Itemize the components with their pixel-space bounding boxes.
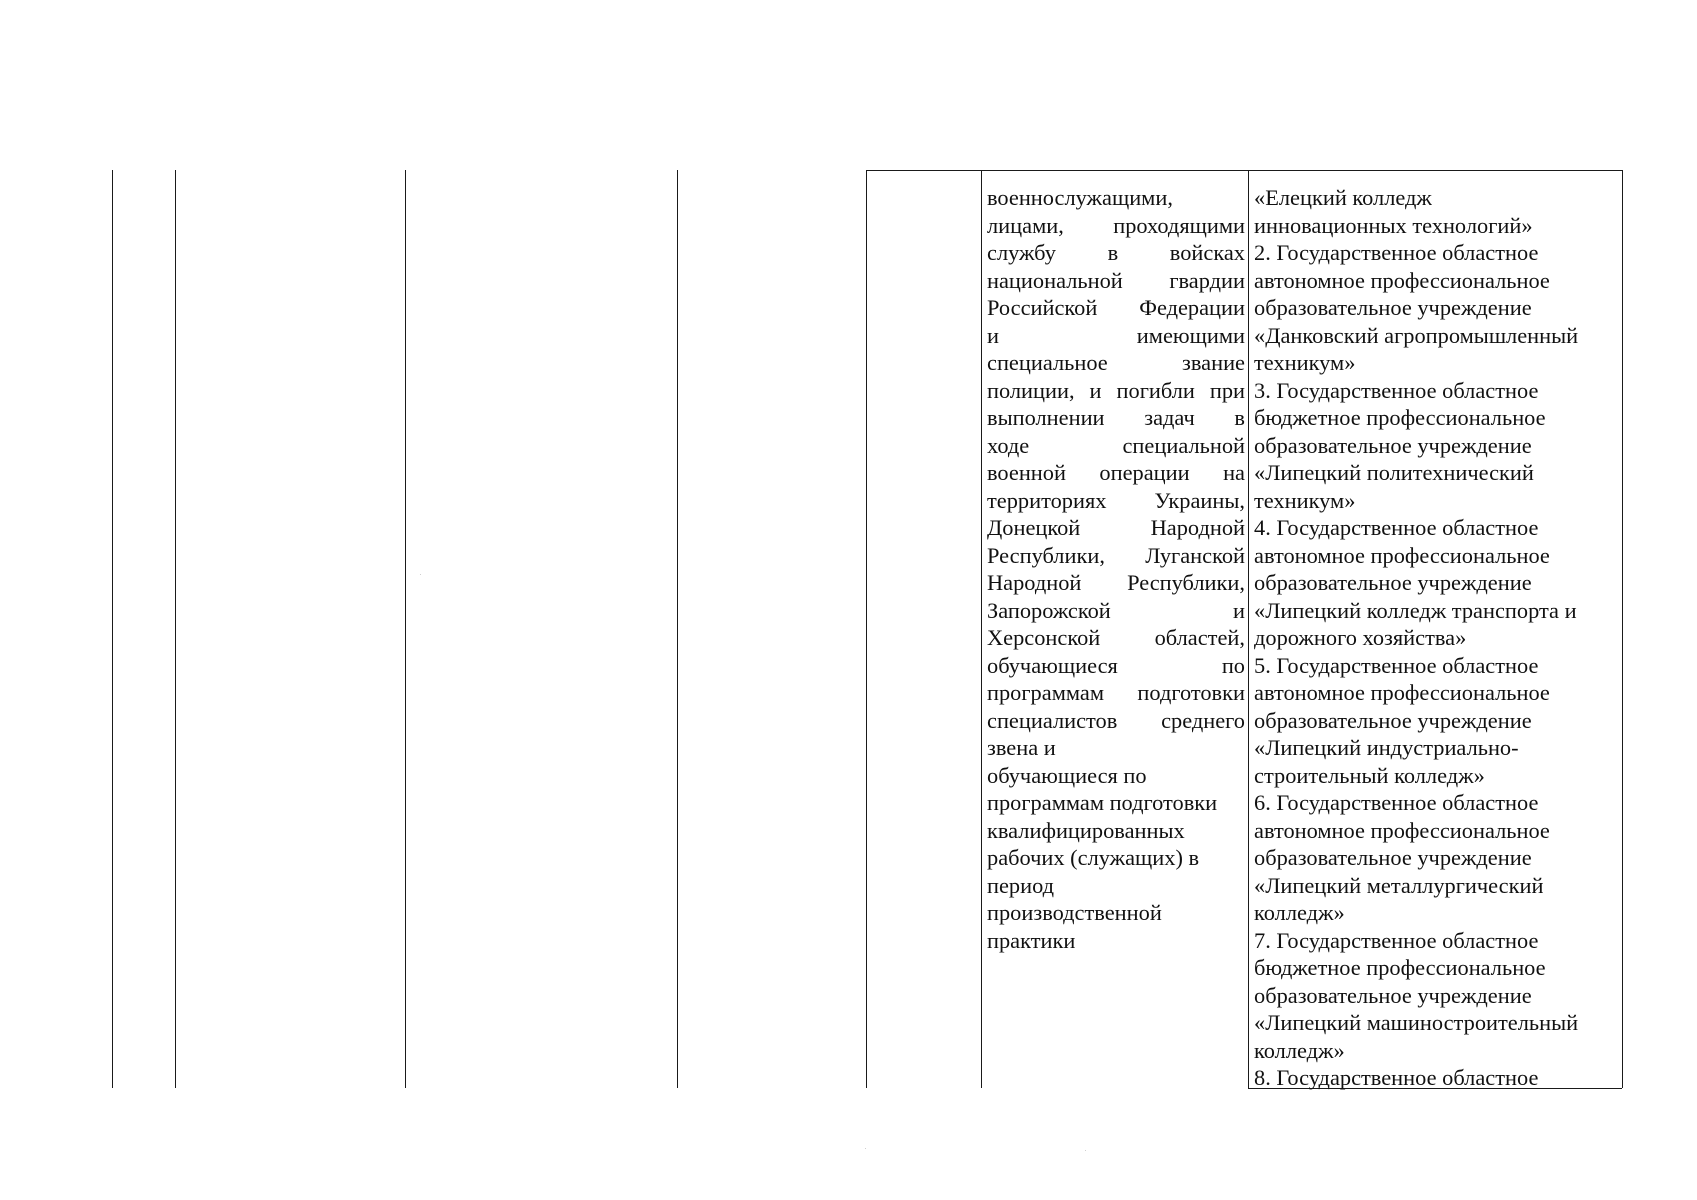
institution-line: образовательное учреждение <box>1254 570 1532 595</box>
description-line: квалифицированных <box>987 817 1185 843</box>
institution-line: бюджетное профессиональное <box>1254 405 1546 430</box>
institution-line: дорожного хозяйства» <box>1254 625 1467 650</box>
institution-line: образовательное учреждение <box>1254 295 1532 320</box>
scan-speck <box>1085 1150 1086 1151</box>
institution-line: 4. Государственное областное <box>1254 515 1539 540</box>
description-line: период <box>987 872 1055 898</box>
institution-line: 7. Государственное областное <box>1254 927 1539 953</box>
institution-line: 6. Государственное областное <box>1254 790 1539 815</box>
column-rule-1 <box>112 170 113 1088</box>
institutions-cell <box>1254 184 1614 1092</box>
description-line: и имеющими <box>987 322 1245 348</box>
column-rule-6 <box>981 170 982 1088</box>
institution-line: техникум» <box>1254 487 1356 513</box>
description-line: специальное звание <box>987 350 1245 375</box>
description-line: программам подготовки <box>987 680 1245 705</box>
institution-line: 3. Государственное областное <box>1254 377 1539 403</box>
institution-line: автономное профессиональное <box>1254 267 1550 293</box>
institution-line: «Липецкий индустриально- <box>1254 735 1519 760</box>
institution-line: бюджетное профессиональное <box>1254 955 1546 980</box>
description-line: службу в войсках <box>987 240 1245 265</box>
institution-line: «Липецкий политехнический <box>1254 460 1534 485</box>
description-line: территориях Украины, <box>987 487 1245 513</box>
table-top-border <box>866 170 1622 171</box>
description-line: обучающиеся по <box>987 762 1147 788</box>
institution-line: автономное профессиональное <box>1254 542 1550 568</box>
description-line: Херсонской областей, <box>987 625 1245 650</box>
description-line: рабочих (служащих) в <box>987 845 1200 870</box>
column-rule-2 <box>175 170 176 1088</box>
description-line: Донецкой Народной <box>987 515 1245 540</box>
scan-speck <box>420 574 421 575</box>
institution-line: «Елецкий колледж <box>1254 185 1432 210</box>
description-line: выполнении задач в <box>987 405 1245 430</box>
column-rule-3 <box>405 170 406 1088</box>
description-line: звена и <box>987 735 1056 760</box>
institution-line: инновационных технологий» <box>1254 212 1533 238</box>
institution-line: образовательное учреждение <box>1254 845 1532 870</box>
scan-speck <box>865 1148 866 1149</box>
institution-line: колледж» <box>1254 900 1345 925</box>
description-line: Республики, Луганской <box>987 542 1245 568</box>
description-line: производственной <box>987 900 1162 925</box>
description-line: программам подготовки <box>987 790 1218 815</box>
institution-line: «Липецкий металлургический <box>1254 872 1544 898</box>
description-line: Запорожской и <box>987 597 1245 623</box>
column-rule-7 <box>1248 170 1249 1088</box>
column-rule-8 <box>1622 170 1623 1088</box>
institution-line: автономное профессиональное <box>1254 680 1550 705</box>
description-line: военнослужащими, <box>987 185 1173 210</box>
description-line: Народной Республики, <box>987 570 1245 595</box>
institution-line: «Липецкий колледж транспорта и <box>1254 597 1577 623</box>
description-line: полиции, и погибли при <box>987 377 1245 403</box>
institution-line: строительный колледж» <box>1254 762 1485 788</box>
institution-line: 2. Государственное областное <box>1254 240 1539 265</box>
column-rule-4 <box>677 170 678 1088</box>
column-rule-5 <box>866 170 867 1088</box>
description-line: обучающиеся по <box>987 652 1245 678</box>
description-line: специалистов среднего <box>987 707 1245 733</box>
description-cell <box>987 184 1245 954</box>
description-line: национальной гвардии <box>987 267 1245 293</box>
institution-line: 5. Государственное областное <box>1254 652 1539 678</box>
institution-line: «Данковский агропромышленный <box>1254 322 1579 348</box>
institution-line: техникум» <box>1254 350 1356 375</box>
description-line: лицами, проходящими <box>987 212 1245 238</box>
institution-line: образовательное учреждение <box>1254 707 1532 733</box>
institution-line: «Липецкий машиностроительный <box>1254 1010 1579 1035</box>
description-line: практики <box>987 927 1076 953</box>
description-line: Российской Федерации <box>987 295 1245 320</box>
description-line: ходе специальной <box>987 432 1245 458</box>
institution-line: образовательное учреждение <box>1254 432 1532 458</box>
institution-line: автономное профессиональное <box>1254 817 1550 843</box>
description-line: военной операции на <box>987 460 1245 485</box>
institution-line: колледж» <box>1254 1037 1345 1063</box>
institution-line: 8. Государственное областное <box>1254 1065 1539 1090</box>
institution-line: образовательное учреждение <box>1254 982 1532 1008</box>
